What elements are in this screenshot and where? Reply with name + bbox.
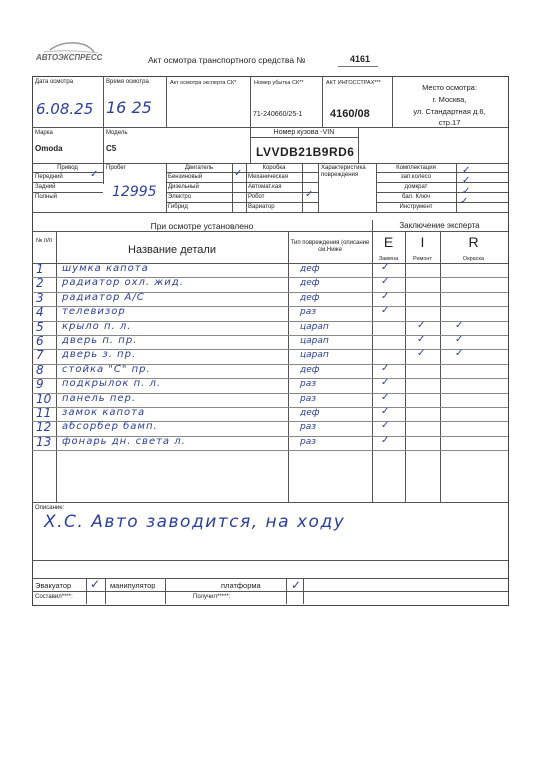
row-replace-check-icon: ✓ (381, 420, 390, 431)
logo-text: АВТОЭКСПРЕСС (36, 53, 103, 62)
row-number: 9 (36, 377, 44, 391)
ingos-act-label: АКТ ИНГОССТРАХ*** (326, 80, 381, 86)
row-number: 8 (36, 363, 44, 377)
row-replace-check-icon: ✓ (381, 291, 390, 302)
row-replace-check-icon: ✓ (381, 262, 390, 273)
engine-petrol-check-icon: ✓ (234, 168, 243, 179)
gearbox-label: Коробка (262, 165, 286, 171)
row-part-name: подкрылок п. л. (62, 378, 162, 389)
drive-rear: Задний (35, 184, 56, 190)
engine-hybrid: Гибрид (168, 204, 188, 210)
row-damage-type: деф (300, 293, 320, 303)
row-paint-check-icon: ✓ (455, 320, 464, 331)
platform-check-icon: ✓ (291, 578, 302, 592)
place-building: стр.17 (438, 118, 461, 127)
time-label: Время осмотра (106, 79, 149, 85)
row-number: 2 (36, 276, 44, 290)
row-damage-type: раз (300, 379, 317, 389)
row-damage-type: раз (300, 394, 317, 404)
repair-label: Ремонт (413, 256, 432, 262)
row-part-name: дверь з. пр. (62, 349, 137, 360)
place-city: г. Москва, (432, 95, 467, 104)
row-paint-check-icon: ✓ (455, 334, 464, 345)
description-label: Описание: (35, 505, 65, 511)
row-divider (32, 450, 508, 451)
row-repair-check-icon: ✓ (417, 334, 426, 345)
row-damage-type: царап (300, 350, 329, 360)
row-damage-type: деф (300, 278, 320, 288)
gearbox-robot-check-icon: ✓ (305, 189, 314, 200)
paint-label: Окраска (462, 256, 485, 262)
engine-label: Двигатель (184, 165, 214, 171)
mileage-value: 12995 (112, 184, 157, 200)
row-number: 4 (36, 305, 44, 319)
engine-petrol: Бензиновый (168, 174, 203, 180)
platform-label: платформа (221, 581, 261, 590)
kit-tools-check-icon: ✓ (460, 196, 469, 207)
row-part-name: шумка капота (62, 263, 149, 274)
kit-spare-check-icon: ✓ (462, 165, 471, 176)
row-part-name: крыло п. л. (62, 321, 132, 332)
expert-conclusion-label: Заключение эксперта (399, 221, 480, 230)
kit-wrench-check-icon: ✓ (462, 186, 471, 197)
row-number: 6 (36, 334, 44, 348)
composed-label: Составил****: (35, 594, 73, 600)
act-number: 4161 (350, 54, 371, 64)
replace-label: Замена (378, 256, 399, 262)
row-repair-check-icon: ✓ (417, 348, 426, 359)
mileage-label: Пробег (106, 165, 126, 171)
row-part-name: радиатор А/С (62, 292, 145, 303)
row-number: 12 (36, 420, 52, 434)
make-value: Omoda (35, 144, 63, 153)
row-replace-check-icon: ✓ (381, 305, 390, 316)
place-street: ул. Стандартная д.6, (413, 107, 486, 116)
gearbox-auto: Автомат.кая (248, 184, 282, 190)
row-damage-type: раз (300, 437, 317, 447)
kit-tools: Инструмент (399, 204, 433, 210)
vin-label: Номер кузова -VIN (273, 129, 335, 136)
drive-front: Передний (35, 174, 63, 180)
row-replace-check-icon: ✓ (381, 392, 390, 403)
expert-act-label: Акт осмотра эксперта СК* (170, 80, 237, 86)
row-replace-check-icon: ✓ (381, 276, 390, 287)
row-damage-type: раз (300, 422, 317, 432)
gearbox-robot: Робот (248, 194, 265, 200)
received-label: Получил*****: (193, 594, 231, 600)
row-part-name: панель пер. (62, 393, 137, 404)
company-logo (36, 40, 108, 64)
col-i-label: I (420, 234, 425, 250)
row-replace-check-icon: ✓ (381, 377, 390, 388)
drive-front-check-icon: ✓ (90, 169, 99, 180)
col-e-label: E (383, 234, 394, 250)
damage-type-label: Тип повреждения (описание см.Ниже (290, 240, 370, 253)
loss-number-label: Номер убытка СК** (254, 80, 304, 86)
evacuator-label: Эвакуатор (35, 581, 72, 590)
kit-spare: зап.колесо (400, 174, 432, 180)
kit-jack-check-icon: ✓ (462, 175, 471, 186)
row-number: 10 (36, 392, 52, 406)
row-replace-check-icon: ✓ (381, 406, 390, 417)
evacuator-check-icon: ✓ (90, 577, 101, 591)
drive-label: Привод (57, 165, 78, 171)
row-damage-type: деф (300, 408, 320, 418)
row-damage-type: раз (300, 307, 317, 317)
document-title: Акт осмотра транспортного средства № (148, 55, 306, 65)
row-part-name: стойка "С" пр. (62, 364, 151, 375)
model-label: Модель (106, 130, 128, 136)
row-part-name: телевизор (62, 306, 126, 317)
kit-jack: домкрат (404, 184, 428, 190)
row-damage-type: деф (300, 365, 320, 375)
num-label: № п/п (35, 238, 53, 244)
row-replace-check-icon: ✓ (381, 363, 390, 374)
row-paint-check-icon: ✓ (455, 348, 464, 359)
make-label: Марка (35, 130, 53, 136)
part-name-label: Название детали (128, 244, 216, 256)
place-label: Место осмотра: (422, 83, 477, 92)
engine-diesel: Дизельный (168, 184, 199, 190)
row-repair-check-icon: ✓ (417, 320, 426, 331)
model-value: C5 (106, 144, 117, 153)
engine-electric: Электро (168, 194, 192, 200)
damage-char-label: Характеристика повреждения (321, 165, 366, 178)
date-value: 6.08.25 (36, 100, 94, 118)
row-damage-type: деф (300, 264, 320, 274)
row-damage-type: царап (300, 336, 329, 346)
row-number: 7 (36, 348, 44, 362)
kit-label: Комплектация (396, 165, 436, 171)
found-label: При осмотре установлено (150, 221, 254, 231)
description-text: Х.С. Авто заводится, на ходу (44, 512, 346, 532)
row-part-name: дверь п. пр. (62, 335, 138, 346)
row-damage-type: царап (300, 322, 329, 332)
col-r-label: R (468, 234, 479, 250)
drive-full: Полный (35, 194, 57, 200)
row-number: 3 (36, 291, 44, 305)
row-number: 1 (36, 262, 44, 276)
row-replace-check-icon: ✓ (381, 435, 390, 446)
ingos-act-value: 4160/08 (330, 108, 370, 120)
kit-wrench: бал. Ключ (402, 194, 430, 200)
row-number: 5 (36, 320, 44, 334)
gearbox-manual: Механическая (248, 174, 289, 180)
gearbox-cvt: Вариатор (248, 204, 275, 210)
row-number: 13 (36, 435, 52, 449)
row-part-name: фонарь дн. света л. (62, 436, 186, 447)
row-part-name: замок капота (62, 407, 146, 418)
row-part-name: абсорбер бамп. (62, 421, 158, 432)
vin-value: LVVDB21B9RD6 (256, 145, 355, 159)
row-number: 11 (36, 406, 52, 420)
loss-number-value: 71-240660/25-1 (253, 111, 303, 118)
row-part-name: радиатор охл. жид. (62, 277, 184, 288)
date-label: Дата осмотра (35, 79, 74, 85)
time-value: 16 25 (106, 98, 152, 117)
manipulator-label: манипулятор (110, 581, 156, 590)
